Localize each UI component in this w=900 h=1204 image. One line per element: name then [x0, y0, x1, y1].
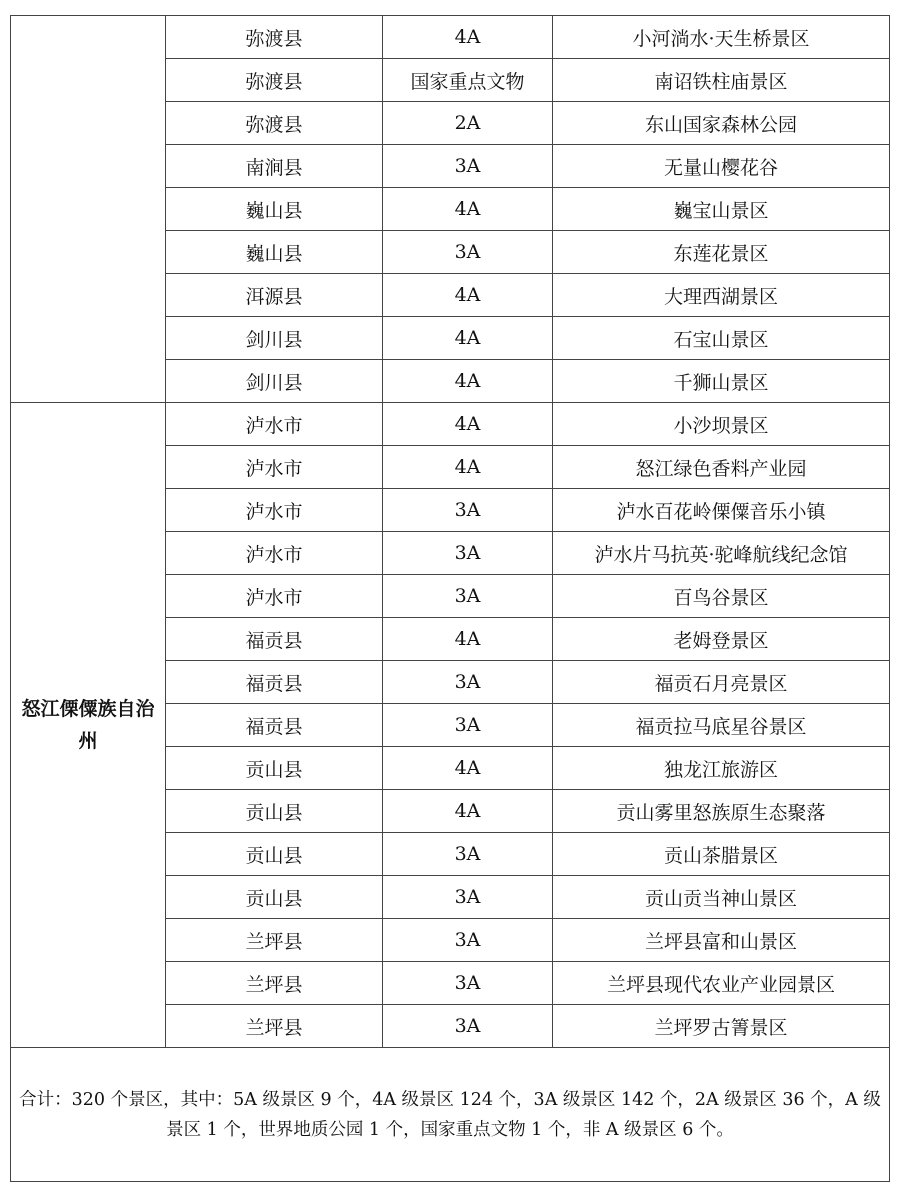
- level-cell: 3A: [383, 876, 553, 919]
- county-cell: 剑川县: [166, 360, 383, 403]
- scenic-name-cell: 贡山茶腊景区: [553, 833, 890, 876]
- scenic-name-cell: 小沙坝景区: [553, 403, 890, 446]
- level-cell: 4A: [383, 747, 553, 790]
- level-cell: 国家重点文物: [383, 59, 553, 102]
- level-cell: 4A: [383, 317, 553, 360]
- level-cell: 3A: [383, 704, 553, 747]
- level-cell: 2A: [383, 102, 553, 145]
- level-cell: 4A: [383, 790, 553, 833]
- level-cell: 4A: [383, 403, 553, 446]
- scenic-name-cell: 贡山雾里怒族原生态聚落: [553, 790, 890, 833]
- level-cell: 3A: [383, 1005, 553, 1048]
- scenic-name-cell: 老姆登景区: [553, 618, 890, 661]
- scenic-name-cell: 南诏铁柱庙景区: [553, 59, 890, 102]
- region-cell: [11, 16, 166, 403]
- county-cell: 福贡县: [166, 704, 383, 747]
- scenic-name-cell: 兰坪县现代农业产业园景区: [553, 962, 890, 1005]
- scenic-name-cell: 兰坪罗古箐景区: [553, 1005, 890, 1048]
- level-cell: 3A: [383, 833, 553, 876]
- scenic-name-cell: 泸水片马抗英·驼峰航线纪念馆: [553, 532, 890, 575]
- scenic-name-cell: 贡山贡当神山景区: [553, 876, 890, 919]
- scenic-area-table: [10, 15, 890, 1182]
- level-cell: 3A: [383, 489, 553, 532]
- county-cell: 兰坪县: [166, 919, 383, 962]
- level-cell: 3A: [383, 962, 553, 1005]
- level-cell: 4A: [383, 16, 553, 59]
- county-cell: 剑川县: [166, 317, 383, 360]
- county-cell: 弥渡县: [166, 16, 383, 59]
- county-cell: 洱源县: [166, 274, 383, 317]
- scenic-area-table-page: [10, 15, 889, 1193]
- scenic-name-cell: 福贡石月亮景区: [553, 661, 890, 704]
- county-cell: 巍山县: [166, 188, 383, 231]
- level-cell: 3A: [383, 919, 553, 962]
- table-row: [11, 403, 890, 446]
- scenic-name-cell: 大理西湖景区: [553, 274, 890, 317]
- level-cell: 3A: [383, 661, 553, 704]
- summary-row: [11, 1048, 890, 1182]
- county-cell: 泸水市: [166, 489, 383, 532]
- county-cell: 贡山县: [166, 833, 383, 876]
- level-cell: 3A: [383, 575, 553, 618]
- region-cell: 怒江傈僳族自治州: [11, 403, 166, 1048]
- scenic-name-cell: 巍宝山景区: [553, 188, 890, 231]
- county-cell: 贡山县: [166, 790, 383, 833]
- scenic-name-cell: 千狮山景区: [553, 360, 890, 403]
- level-cell: 3A: [383, 145, 553, 188]
- county-cell: 弥渡县: [166, 59, 383, 102]
- scenic-name-cell: 兰坪县富和山景区: [553, 919, 890, 962]
- county-cell: 巍山县: [166, 231, 383, 274]
- county-cell: 泸水市: [166, 532, 383, 575]
- level-cell: 3A: [383, 231, 553, 274]
- scenic-name-cell: 福贡拉马底星谷景区: [553, 704, 890, 747]
- county-cell: 贡山县: [166, 747, 383, 790]
- county-cell: 福贡县: [166, 618, 383, 661]
- level-cell: 4A: [383, 360, 553, 403]
- county-cell: 兰坪县: [166, 962, 383, 1005]
- scenic-name-cell: 东山国家森林公园: [553, 102, 890, 145]
- scenic-name-cell: 石宝山景区: [553, 317, 890, 360]
- scenic-name-cell: 百鸟谷景区: [553, 575, 890, 618]
- summary-text: 合计：320 个景区，其中：5A 级景区 9 个，4A 级景区 124 个，3A 级景区 142 个，2A 级景区 36 个，A 级景区 1 个，世界地质公园 1 个，国家重点文物 1 个，非 A 级景区 6 个。: [11, 1048, 890, 1182]
- level-cell: 4A: [383, 618, 553, 661]
- scenic-name-cell: 独龙江旅游区: [553, 747, 890, 790]
- table-body: [11, 16, 890, 1182]
- county-cell: 南涧县: [166, 145, 383, 188]
- county-cell: 兰坪县: [166, 1005, 383, 1048]
- scenic-name-cell: 东莲花景区: [553, 231, 890, 274]
- county-cell: 贡山县: [166, 876, 383, 919]
- county-cell: 弥渡县: [166, 102, 383, 145]
- scenic-name-cell: 怒江绿色香料产业园: [553, 446, 890, 489]
- county-cell: 泸水市: [166, 575, 383, 618]
- county-cell: 泸水市: [166, 403, 383, 446]
- table-row: [11, 16, 890, 59]
- level-cell: 3A: [383, 532, 553, 575]
- scenic-name-cell: 小河淌水·天生桥景区: [553, 16, 890, 59]
- level-cell: 4A: [383, 188, 553, 231]
- level-cell: 4A: [383, 274, 553, 317]
- county-cell: 泸水市: [166, 446, 383, 489]
- scenic-name-cell: 泸水百花岭傈僳音乐小镇: [553, 489, 890, 532]
- scenic-name-cell: 无量山樱花谷: [553, 145, 890, 188]
- county-cell: 福贡县: [166, 661, 383, 704]
- level-cell: 4A: [383, 446, 553, 489]
